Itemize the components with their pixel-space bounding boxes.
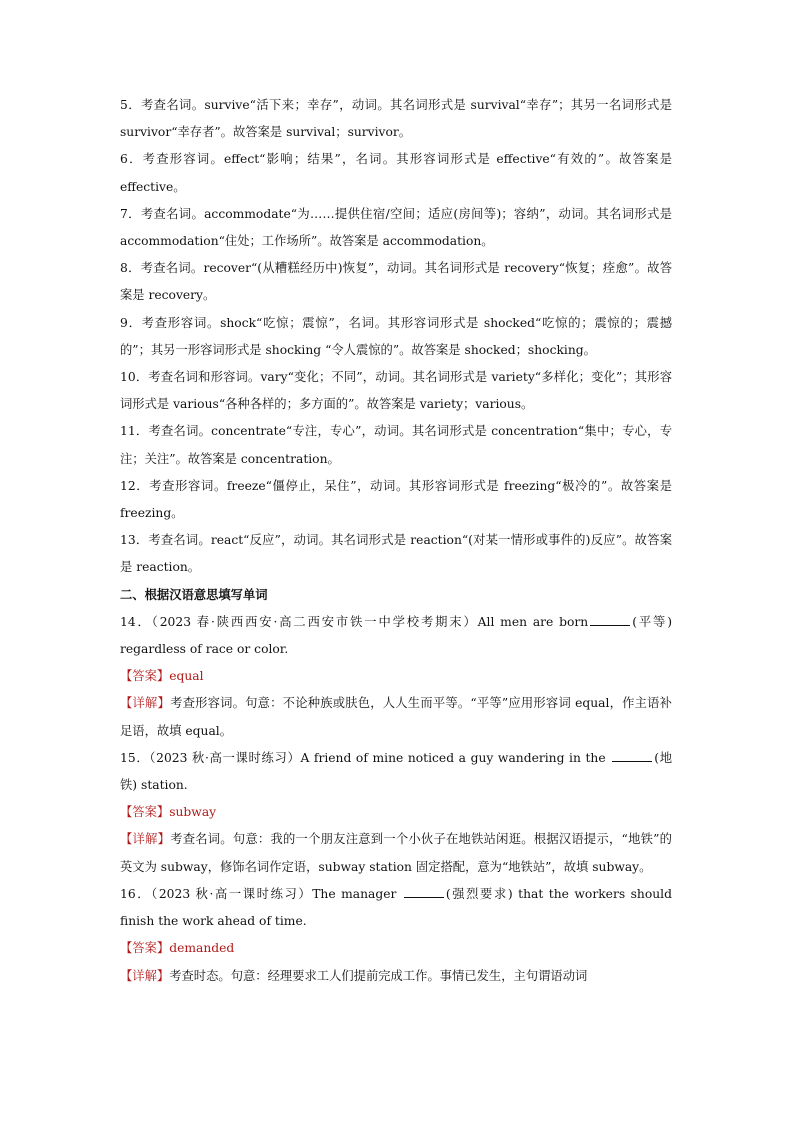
detail-label: 【详解】 <box>120 696 171 711</box>
item-number: 6． <box>120 152 143 167</box>
question-16 <box>120 881 672 935</box>
item-number: 7． <box>120 206 141 221</box>
answer-blank <box>590 614 630 626</box>
item-text: 考查形容词。shock“吃惊；震惊”，名词。其形容词形式是 shocked“吃惊的；震惊的；震撼的”；其另一形容词形式是 shocking “令人震惊的”。故答案是 shocked；shocking。 <box>120 315 672 357</box>
answer-value: subway <box>169 805 217 820</box>
item-number: 9． <box>120 315 142 330</box>
item-number: 12． <box>120 478 150 493</box>
question-15 <box>120 745 672 799</box>
explanation-item <box>120 418 672 472</box>
item-number: 11． <box>120 424 149 439</box>
explanation-item <box>120 473 672 527</box>
explanation-item <box>120 527 672 581</box>
explanation-item <box>120 255 672 309</box>
detail-text: 考查时态。句意：经理要求工人们提前完成工作。事情已发生，主句谓语动词 <box>169 968 588 983</box>
item-text: 考查名词。recover“(从糟糕经历中)恢复”，动词。其名词形式是 recovery“恢复；痊愈”。故答案是 recovery。 <box>120 261 672 303</box>
answer-blank <box>404 886 444 898</box>
explanation-item <box>120 146 672 200</box>
answer-blank <box>612 750 652 762</box>
question-hint: (平等) <box>632 614 673 629</box>
explanation-item <box>120 310 672 364</box>
item-number: 5． <box>120 98 141 112</box>
question-text: A friend of mine noticed a guy wandering in the <box>300 750 611 765</box>
question-number: 14． <box>120 614 152 629</box>
explanation-item <box>120 201 672 255</box>
item-text: 考查形容词。effect“影响；结果”，名词。其形容词形式是 effective“有效的”。故答案是 effective。 <box>120 152 673 194</box>
answer-label: 【答案】 <box>120 941 170 956</box>
detail-label: 【详解】 <box>120 968 170 983</box>
detail-line <box>120 826 672 880</box>
document-page <box>120 92 672 990</box>
question-source: （2023 秋·高一课时练习） <box>151 886 313 901</box>
question-text-end: that the workers should finish the work ahead of time. <box>120 886 672 929</box>
explanation-item <box>120 92 672 146</box>
question-hint: (地铁) <box>120 750 672 793</box>
question-hint: (强烈要求) <box>445 886 513 901</box>
item-number: 13． <box>120 533 149 548</box>
question-text-end: regardless of race or color. <box>120 642 289 657</box>
question-source: （2023 春·陕西西安·高二西安市铁一中学校考期末） <box>151 614 478 629</box>
section-title: 二、根据汉语意思填写单词 <box>120 587 268 602</box>
item-text: 考查名词。concentrate“专注，专心”，动词。其名词形式是 concentration“集中；专心，专注；关注”。故答案是 concentration。 <box>120 424 673 466</box>
question-text-end: station. <box>137 778 188 793</box>
detail-label: 【详解】 <box>120 832 171 847</box>
question-number: 16． <box>120 886 152 901</box>
item-number: 8． <box>120 261 141 276</box>
item-text: 考查名词。react“反应”，动词。其名词形式是 reaction“(对某一情形或事件的)反应”。故答案是 reaction。 <box>120 533 672 575</box>
question-14 <box>120 609 672 663</box>
item-text: 考查名词。accommodate“为……提供住宿/空间；适应(房间等)；容纳”，动词。其名词形式是 accommodation“住处；工作场所”。故答案是 accommodation。 <box>120 206 673 249</box>
question-source: （2023 秋·高一课时练习） <box>149 750 301 765</box>
detail-line <box>120 963 672 990</box>
item-text: 考查名词和形容词。vary“变化；不同”，动词。其名词形式是 variety“多样化；变化”；其形容词形式是 various“各种各样的；多方面的”。故答案是 variety；various。 <box>120 370 672 412</box>
question-number: 15． <box>120 750 150 765</box>
item-text: 考查形容词。freeze“僵停止，呆住”，动词。其形容词形式是 freezing“极冷的”。故答案是 freezing。 <box>120 478 672 521</box>
answer-label: 【答案】 <box>120 669 170 684</box>
item-text: 考查名词。survive“活下来；幸存”，动词。其名词形式是 survival“幸存”；其另一名词形式是 survivor“幸存者”。故答案是 survival；survivor。 <box>120 98 673 140</box>
detail-text: 考查形容词。句意：不论种族或肤色，人人生而平等。“平等”应用形容词 equal，作主语补足语，故填 equal。 <box>120 696 672 738</box>
question-text: The manager <box>312 886 402 901</box>
answer-value: equal <box>169 669 204 684</box>
item-number: 10． <box>120 370 149 385</box>
answer-line <box>120 663 672 690</box>
answer-line <box>120 935 672 962</box>
answer-label: 【答案】 <box>120 805 170 820</box>
answer-value: demanded <box>169 941 235 956</box>
detail-text: 考查名词。句意：我的一个朋友注意到一个小伙子在地铁站闲逛。根据汉语提示，“地铁”的英文为 subway，修饰名词作定语，subway station 固定搭配，意为“地铁站”，故填 subway。 <box>120 832 672 874</box>
detail-line <box>120 690 672 744</box>
question-text: All men are born <box>477 614 589 629</box>
explanation-item <box>120 364 672 418</box>
answer-line <box>120 799 672 826</box>
